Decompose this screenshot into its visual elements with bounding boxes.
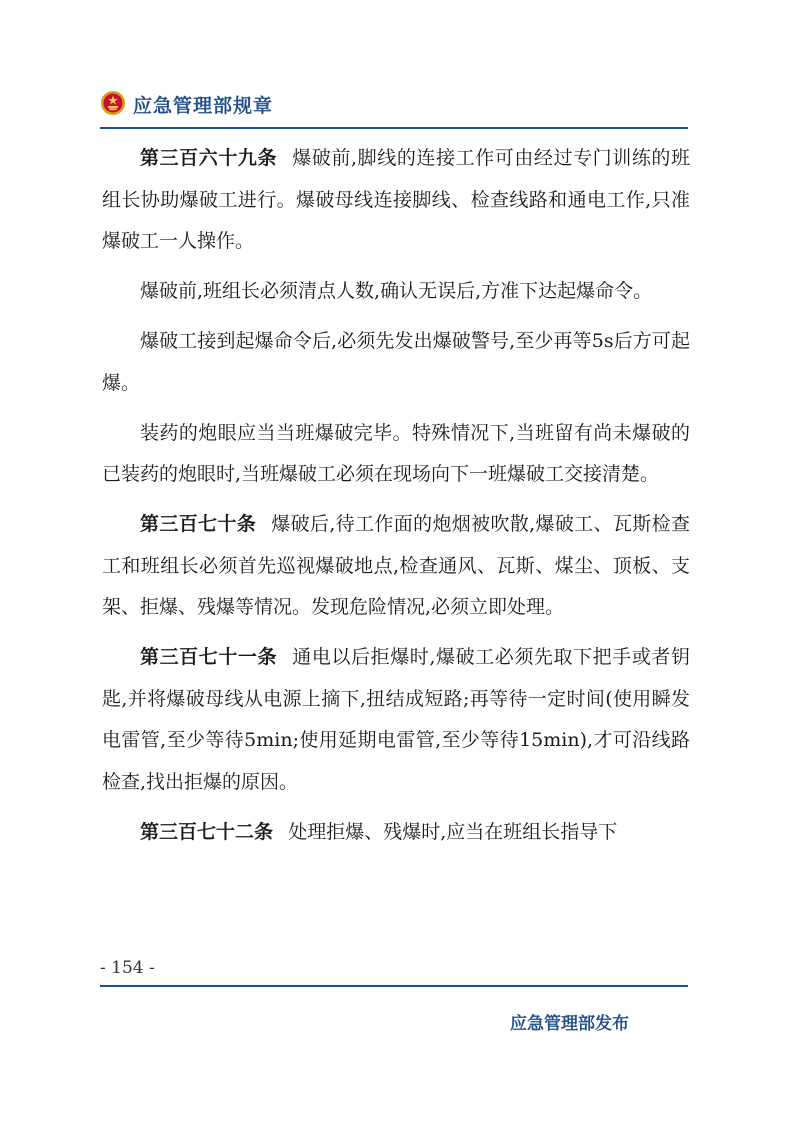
header-title: 应急管理部规章: [133, 95, 274, 117]
paragraph-text: 处理拒爆、残爆时,应当在班组长指导下: [288, 820, 618, 843]
header-rule: [100, 127, 688, 129]
paragraph: [102, 637, 690, 803]
paragraph: [102, 504, 690, 629]
paragraph-text: 爆破前,班组长必须清点人数,确认无误后,方准下达起爆命令。: [140, 280, 653, 302]
paragraph-text: 通电以后拒爆时,爆破工必须先取下把手或者钥匙,并将爆破母线从电源上摘下,扭结成短路;再等待一定时间(使用瞬发电雷管,至少等待5min;使用延期电雷管,至少等待15min),才可沿线路检查,找出拒爆的原因。: [102, 646, 690, 793]
footer-rule: [100, 985, 688, 987]
document-body: [102, 138, 690, 862]
paragraph-text: 爆破工接到起爆命令后,必须先发出爆破警号,至少再等5s后方可起爆。: [102, 330, 690, 394]
paragraph-text: 爆破前,脚线的连接工作可由经过专门训练的班组长协助爆破工进行。爆破母线连接脚线、检查线路和通电工作,只准爆破工一人操作。: [102, 147, 690, 252]
page-number: - 154 -: [100, 958, 155, 978]
paragraph: [102, 413, 690, 496]
paragraph-text: 爆破后,待工作面的炮烟被吹散,爆破工、瓦斯检查工和班组长必须首先巡视爆破地点,检查通风、瓦斯、煤尘、顶板、支架、拒爆、残爆等情况。发现危险情况,必须立即处理。: [102, 513, 690, 618]
paragraph: [102, 138, 690, 263]
page-header: [100, 84, 688, 126]
paragraph: [102, 271, 690, 313]
paragraph: [102, 812, 690, 854]
article-number: 第三百六十九条: [140, 147, 278, 169]
paragraph: [102, 321, 690, 404]
paragraph-text: 装药的炮眼应当当班爆破完毕。特殊情况下,当班留有尚未爆破的已装药的炮眼时,当班爆破工必须在现场向下一班爆破工交接清楚。: [102, 421, 690, 485]
article-number: 第三百七十二条: [140, 820, 274, 843]
national-emblem-icon: [100, 90, 126, 116]
article-number: 第三百七十一条: [140, 646, 278, 668]
article-number: 第三百七十条: [140, 513, 257, 535]
footer-publisher: 应急管理部发布: [510, 1014, 629, 1034]
